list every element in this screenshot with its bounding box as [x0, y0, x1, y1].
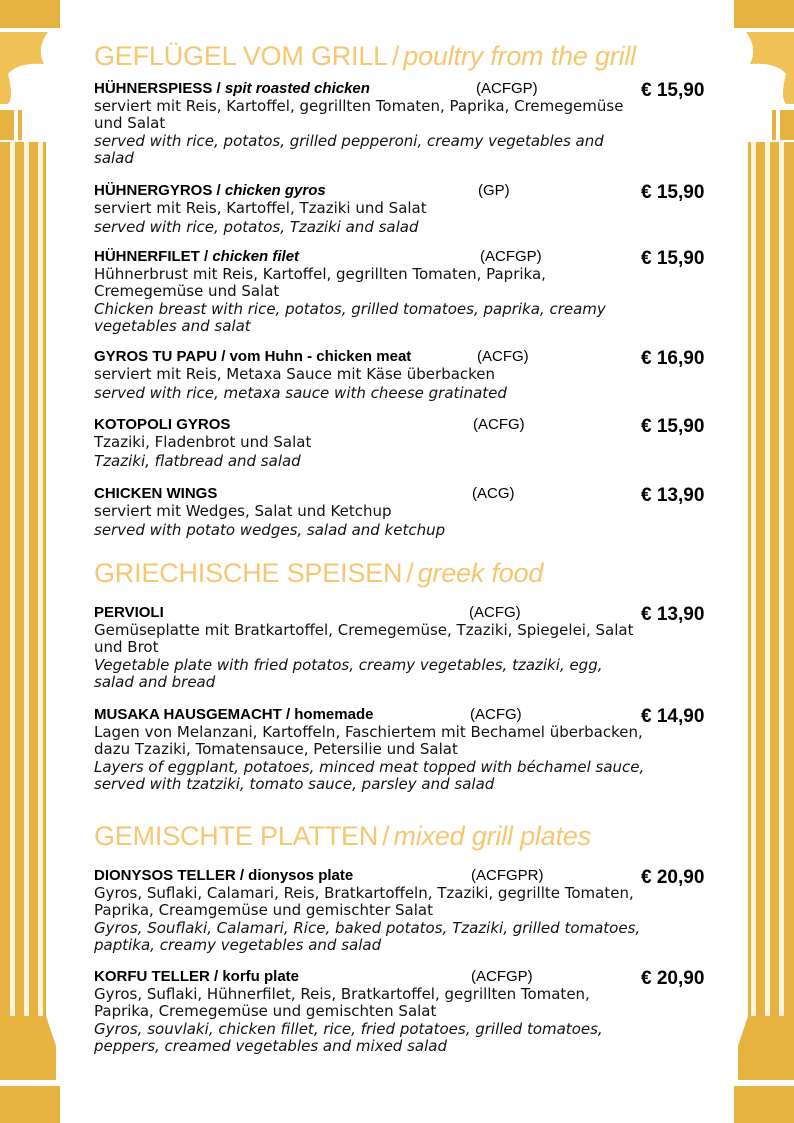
- item-description-en: served with rice, metaxa sauce with cheese gratinated: [94, 383, 507, 402]
- menu-item-huehnergyros: [94, 182, 734, 235]
- item-allergens: (ACFGPR): [471, 867, 544, 884]
- item-description-en: Chicken breast with rice, potatos, grilled tomatoes, paprika, creamy vegetables and salat: [94, 300, 606, 335]
- menu-item-kotopoli-gyros: [94, 416, 734, 469]
- item-allergens: (ACG): [472, 485, 515, 502]
- item-description-de: Tzaziki, Fladenbrot und Salat: [94, 433, 312, 451]
- section-title-de: GEMISCHTE PLATTEN: [94, 821, 379, 851]
- item-description-en: served with rice, potatos, Tzaziki and salad: [94, 217, 419, 236]
- item-allergens: (ACFG): [469, 604, 521, 621]
- item-allergens: (ACFG): [477, 348, 529, 365]
- section-title-greek: [94, 558, 543, 589]
- item-name: CHICKEN WINGS: [94, 485, 218, 502]
- item-name: GYROS TU PAPU / vom Huhn - chicken meat: [94, 348, 412, 365]
- item-price: € 16,90: [641, 348, 705, 369]
- item-description-en: Gyros, souvlaki, chicken fillet, rice, fried potatoes, grilled tomatoes, peppers, creamed vegetables and mixed salad: [94, 1020, 603, 1055]
- item-price: € 20,90: [641, 968, 705, 989]
- item-description-de: serviert mit Reis, Kartoffel, gegrillten Tomaten, Paprika, Cremegemüse und Salat: [94, 97, 624, 132]
- item-allergens: (ACFGP): [476, 80, 538, 97]
- item-price: € 20,90: [641, 867, 705, 888]
- item-name: HÜHNERGYROS / chicken gyros: [94, 182, 326, 199]
- item-description-de: Gemüseplatte mit Bratkartoffel, Cremegemüse, Tzaziki, Spiegelei, Salat und Brot: [94, 621, 634, 656]
- item-name: DIONYSOS TELLER / dionysos plate: [94, 867, 354, 884]
- item-description-en: served with potato wedges, salad and ketchup: [94, 520, 446, 539]
- item-description-en: served with rice, potatos, grilled pepperoni, creamy vegetables and salad: [94, 132, 604, 167]
- left-pillar-decoration: [0, 0, 60, 1123]
- section-title-mixed: [94, 821, 591, 852]
- item-allergens: (GP): [478, 182, 510, 199]
- menu-item-gyros-tu-papu: [94, 348, 734, 401]
- item-price: € 13,90: [641, 604, 705, 625]
- section-title-de: GEFLÜGEL VOM GRILL: [94, 41, 388, 71]
- item-description-de: serviert mit Reis, Kartoffel, Tzaziki und Salat: [94, 199, 427, 217]
- menu-item-chicken-wings: [94, 485, 734, 538]
- item-allergens: (ACFGP): [471, 968, 533, 985]
- item-price: € 15,90: [641, 248, 705, 269]
- item-description-en: Tzaziki, flatbread and salad: [94, 451, 301, 470]
- menu-item-pervioli: [94, 604, 734, 690]
- menu-item-huehnerfilet: [94, 248, 734, 334]
- item-price: € 13,90: [641, 485, 705, 506]
- item-description-en: Vegetable plate with fried potatos, creamy vegetables, tzaziki, egg, salad and bread: [94, 656, 603, 691]
- item-description-de: serviert mit Reis, Metaxa Sauce mit Käse überbacken: [94, 365, 496, 383]
- item-allergens: (ACFG): [473, 416, 525, 433]
- item-allergens: (ACFGP): [480, 248, 542, 265]
- item-description-de: Hühnerbrust mit Reis, Kartoffel, gegrillten Tomaten, Paprika, Cremegemüse und Salat: [94, 265, 546, 300]
- section-title-separator: /: [391, 41, 400, 71]
- item-price: € 14,90: [641, 706, 705, 727]
- item-description-en: Layers of eggplant, potatoes, minced meat topped with béchamel sauce, served with tzatziki, tomato sauce, parsley and salad: [94, 758, 645, 793]
- item-allergens: (ACFG): [470, 706, 522, 723]
- item-description-de: Gyros, Suflaki, Hühnerfilet, Reis, Bratkartoffel, gegrillten Tomaten, Paprika, Cremegemüse und gemischten Salat: [94, 985, 590, 1020]
- item-name: KORFU TELLER / korfu plate: [94, 968, 300, 985]
- item-description-de: Lagen von Melanzani, Kartoffeln, Faschiertem mit Bechamel überbacken, dazu Tzaziki, Tomatensauce, Petersilie und Salat: [94, 723, 643, 758]
- item-name: HÜHNERFILET / chicken filet: [94, 248, 300, 265]
- section-title-poultry: [94, 41, 636, 72]
- item-price: € 15,90: [641, 182, 705, 203]
- menu-item-huehnerspiess: [94, 80, 734, 166]
- section-title-separator: /: [382, 821, 390, 851]
- menu-item-musaka: [94, 706, 734, 792]
- item-description-de: Gyros, Suflaki, Calamari, Reis, Bratkartoffeln, Tzaziki, gegrillte Tomaten, Paprika, Creamgemüse und gemischter Salat: [94, 884, 634, 919]
- section-title-en: greek food: [417, 558, 544, 588]
- item-description-en: Gyros, Souflaki, Calamari, Rice, baked potatos, Tzaziki, grilled tomatoes, paptika, creamy vegetables and salad: [94, 919, 641, 954]
- section-title-de: GRIECHISCHE SPEISEN: [94, 558, 403, 588]
- item-name: PERVIOLI: [94, 604, 164, 621]
- menu-item-dionysos-teller: [94, 867, 734, 953]
- item-name: KOTOPOLI GYROS: [94, 416, 231, 433]
- right-pillar-decoration: [734, 0, 794, 1123]
- item-name: MUSAKA HAUSGEMACHT / homemade: [94, 706, 374, 723]
- section-title-separator: /: [406, 558, 414, 588]
- item-name: HÜHNERSPIESS / spit roasted chicken: [94, 80, 370, 97]
- item-description-de: serviert mit Wedges, Salat und Ketchup: [94, 502, 392, 520]
- item-price: € 15,90: [641, 80, 705, 101]
- section-title-en: poultry from the grill: [403, 41, 636, 71]
- section-title-en: mixed grill plates: [393, 821, 591, 851]
- menu-item-korfu-teller: [94, 968, 734, 1054]
- item-price: € 15,90: [641, 416, 705, 437]
